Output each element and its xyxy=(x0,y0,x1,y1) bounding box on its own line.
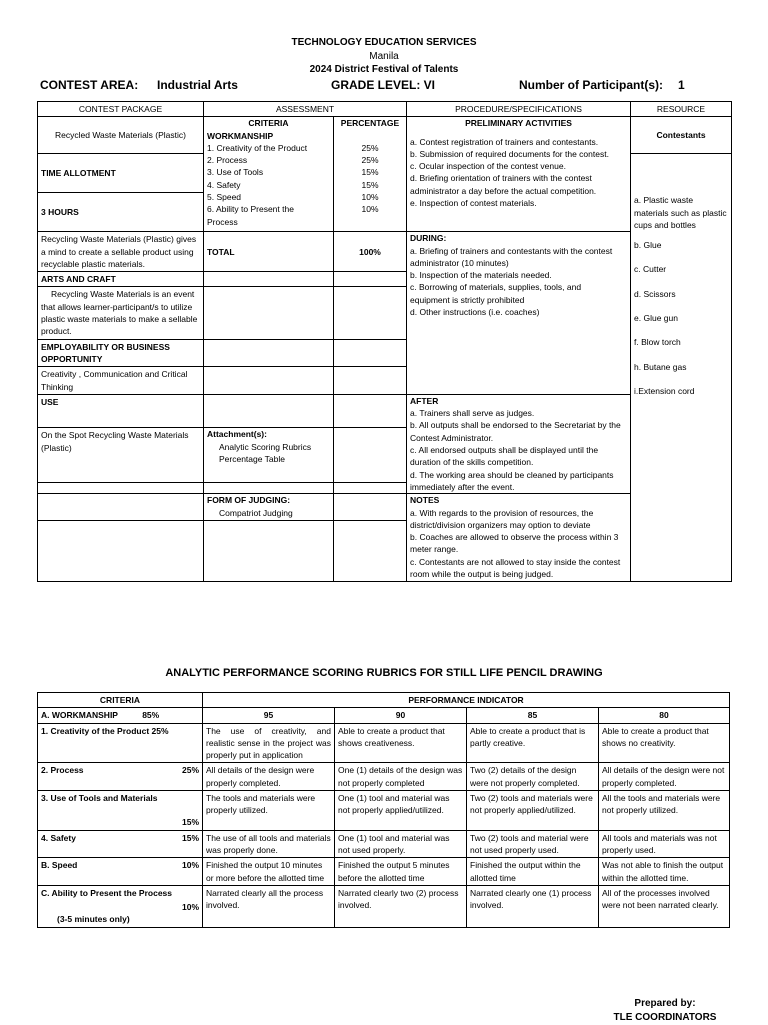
prepared-by-label: Prepared by: xyxy=(634,998,696,1009)
percentage-subheader: PERCENTAGE xyxy=(340,118,400,129)
rubric-cell: All of the processes involved were not been narrated clearly. xyxy=(599,885,730,927)
rubric-criteria: 1. Creativity of the Product 25% xyxy=(38,723,203,763)
percentage-item: 25% xyxy=(361,142,379,153)
resource-item: f. Blow torch xyxy=(634,337,681,348)
score-95: 95 xyxy=(203,708,335,723)
rubric-cell: Finished the output 10 minutes or more before the allotted time xyxy=(203,858,335,886)
percentage-item: 10% xyxy=(361,192,379,203)
header-assessment: ASSESSMENT xyxy=(204,102,407,117)
criteria-item: 3. Use of Tools xyxy=(207,167,264,178)
criteria-item: 2. Process xyxy=(207,155,248,166)
rubric-cell: Narrated clearly one (1) process involved. xyxy=(467,885,599,927)
rubric-cell: All the tools and materials were not properly utilized. xyxy=(599,791,730,831)
contest-table xyxy=(37,101,732,582)
rubric-criteria: 2. Process xyxy=(41,765,84,776)
criteria-item: 4. Safety xyxy=(207,179,241,190)
percentage-item: 10% xyxy=(361,204,379,215)
rubric-pct: 25% xyxy=(181,765,199,776)
rubric-group-pct: 85% xyxy=(142,710,160,721)
time-allotment-label: TIME ALLOTMENT xyxy=(38,154,204,193)
criteria-subheader: CRITERIA xyxy=(248,118,289,129)
notes-text: a. With regards to the provision of resources, the district/division organizers may option to deviate b. Coaches are allowed to observe the process within 3 meter range. c. Contestants are not allowed to stay inside the contest room while the output is being judged. xyxy=(410,507,621,580)
rubric-criteria-cell xyxy=(38,763,203,791)
criteria-item: 6. Ability to Present the Process xyxy=(207,204,294,227)
rubric-pct: 15% xyxy=(181,817,199,828)
rubric-cell: All details of the design were properly completed. xyxy=(203,763,335,791)
after-cell xyxy=(407,394,631,493)
rubric-cell: One (1) details of the design was not properly completed xyxy=(335,763,467,791)
rubric-title: ANALYTIC PERFORMANCE SCORING RUBRICS FOR STILL LIFE PENCIL DRAWING xyxy=(165,667,603,679)
judging-label: FORM OF JUDGING: xyxy=(207,495,291,506)
rubric-group-label: A. WORKMANSHIP xyxy=(41,710,118,721)
rubric-criteria: C. Ability to Present the Process xyxy=(41,887,172,898)
prepared-by xyxy=(600,997,730,1025)
attachment-item: Percentage Table xyxy=(219,453,286,464)
rubric-criteria-cell xyxy=(38,885,203,927)
percentage-cell xyxy=(334,117,407,232)
event-title: 2024 District Festival of Talents xyxy=(309,64,459,75)
resource-item: b. Glue xyxy=(634,240,662,251)
total-value: 100% xyxy=(334,232,407,272)
employability-text: Creativity , Communication and Critical Thinking xyxy=(38,367,204,395)
rubric-pct: 15% xyxy=(181,832,199,843)
resource-contestants: Contestants xyxy=(631,117,732,154)
resource-item: a. Plastic waste materials such as plastic cups and bottles xyxy=(634,195,727,230)
header-contest-package: CONTEST PACKAGE xyxy=(38,102,204,117)
during-label: DURING: xyxy=(410,233,447,244)
score-90: 90 xyxy=(335,708,467,723)
attachment-item: Analytic Scoring Rubrics xyxy=(219,441,312,452)
rubric-cell: Finished the output within the allotted time xyxy=(467,858,599,886)
rubric-cell: Finished the output 5 minutes before the allotted time xyxy=(335,858,467,886)
resources-cell xyxy=(631,154,732,582)
rubric-cell: The tools and materials were properly utilized. xyxy=(203,791,335,831)
rubric-row xyxy=(38,885,730,927)
resource-item: c. Cutter xyxy=(634,264,667,275)
after-activities: a. Trainers shall serve as judges. b. All outputs shall be endorsed to the Secretariat by the Contest Administrator. c. All endorsed outputs shall be displayed until the duration of the skills competition. d. The working area should be cleaned by participants immediately after the event. xyxy=(410,408,621,492)
rubric-row xyxy=(38,723,730,763)
rubric-indicator-header: PERFORMANCE INDICATOR xyxy=(203,693,730,708)
rubric-cell: The use of creativity, and realistic sense in the project was properly put in application xyxy=(203,723,335,763)
rubric-cell: Able to create a product that is partly creative. xyxy=(467,723,599,763)
city: Manila xyxy=(369,51,399,62)
judging-cell xyxy=(204,494,334,521)
rubric-row xyxy=(38,858,730,886)
rubric-cell: Two (2) tools and materials were not properly applied/utilized. xyxy=(467,791,599,831)
rubric-table xyxy=(37,692,730,928)
rubric-cell: One (1) tool and material was not used properly. xyxy=(335,830,467,858)
percentage-item: 15% xyxy=(361,179,379,190)
rubric-criteria-header: CRITERIA xyxy=(38,693,203,708)
rubric-note: (3-5 minutes only) xyxy=(57,914,130,925)
prepared-by-name: TLE COORDINATORS xyxy=(613,1012,717,1023)
use-text: On the Spot Recycling Waste Materials (Plastic) xyxy=(38,428,204,483)
contest-area-value: Industrial Arts xyxy=(157,78,238,92)
rubric-pct: 10% xyxy=(181,902,199,913)
during-activities: a. Briefing of trainers and contestants with the contest administrator (10 minutes) b. Inspection of the materials needed. c. Borrowing of materials, supplies, tools, and equipment is strictly prohibited d. Other instructions (i.e. coaches) xyxy=(410,245,613,318)
rubric-row xyxy=(38,763,730,791)
arts-craft-label: ARTS AND CRAFT xyxy=(38,272,204,287)
after-label: AFTER xyxy=(410,395,439,406)
total-label: TOTAL xyxy=(204,232,334,272)
attachments-cell xyxy=(204,428,334,483)
rubric-cell: Able to create a product that shows no creativity. xyxy=(599,723,730,763)
package-description: Recycling Waste Materials (Plastic) gives a mind to create a sellable product using recyclable plastic materials. xyxy=(38,232,204,272)
employability-label: EMPLOYABILITY OR BUSINESS OPPORTUNITY xyxy=(38,339,204,367)
org-title: TECHNOLOGY EDUCATION SERVICES xyxy=(291,37,477,48)
resource-item: d. Scissors xyxy=(634,288,676,299)
rubric-criteria: B. Speed xyxy=(41,860,78,871)
rubric-pct: 10% xyxy=(181,860,199,871)
rubric-cell: Two (2) tools and material were not used properly used. xyxy=(467,830,599,858)
preliminary-activities: a. Contest registration of trainers and contestants. b. Submission of required documents for the contest. c. Ocular inspection of the contest venue. d. Briefing orientation of trainers with the contest administrator a day before the actual competition. e. Inspection of contest materials. xyxy=(410,136,609,209)
rubric-row xyxy=(38,830,730,858)
rubric-cell: One (1) tool and material was not properly applied/utilized. xyxy=(335,791,467,831)
percentage-item: 25% xyxy=(361,155,379,166)
attachments-label: Attachment(s): xyxy=(207,429,267,440)
preliminary-cell xyxy=(407,117,631,232)
rubric-criteria-cell xyxy=(38,830,203,858)
rubric-cell: Narrated clearly two (2) process involved. xyxy=(335,885,467,927)
rubric-criteria-cell xyxy=(38,858,203,886)
score-85: 85 xyxy=(467,708,599,723)
notes-cell xyxy=(407,494,631,582)
rubric-criteria: 4. Safety xyxy=(41,832,76,843)
rubric-cell: Two (2) details of the design were not properly completed. xyxy=(467,763,599,791)
judging-value: Compatriot Judging xyxy=(219,507,293,518)
notes-label: NOTES xyxy=(410,495,440,506)
header-resource: RESOURCE xyxy=(631,102,732,117)
rubric-cell: Able to create a product that shows creativeness. xyxy=(335,723,467,763)
rubric-cell: All details of the design were not properly completed. xyxy=(599,763,730,791)
score-80: 80 xyxy=(599,708,730,723)
contest-area-label: CONTEST AREA: xyxy=(40,78,139,92)
criteria-item: 5. Speed xyxy=(207,192,242,203)
rubric-group xyxy=(38,708,203,723)
rubric-row xyxy=(38,791,730,831)
criteria-cell xyxy=(204,117,334,232)
rubric-cell: The use of all tools and materials was properly done. xyxy=(203,830,335,858)
resource-item: e. Glue gun xyxy=(634,313,678,324)
rubric-cell: Was not able to finish the output within the allotted time. xyxy=(599,858,730,886)
rubric-criteria: 3. Use of Tools and Materials xyxy=(41,793,158,804)
rubric-cell: All tools and materials was not properly used. xyxy=(599,830,730,858)
arts-craft-text: Recycling Waste Materials is an event that allows learner-participant/s to utilize plastic waste materials to make a sellable product. xyxy=(38,287,204,339)
header-procedure: PROCEDURE/SPECIFICATIONS xyxy=(407,102,631,117)
percentage-item: 15% xyxy=(361,167,379,178)
rubric-criteria-cell xyxy=(38,791,203,831)
during-cell xyxy=(407,232,631,395)
participants-label: Number of Participant(s): xyxy=(519,78,664,92)
grade-level: GRADE LEVEL: VI xyxy=(331,78,436,92)
use-label: USE xyxy=(38,394,204,427)
time-allotment-value: 3 HOURS xyxy=(38,193,204,232)
participants-value: 1 xyxy=(678,78,685,92)
preliminary-subheader: PRELIMINARY ACTIVITIES xyxy=(465,118,572,129)
resource-item: i.Extension cord xyxy=(634,385,695,396)
criteria-item: 1. Creativity of the Product xyxy=(207,142,308,153)
resource-item: h. Butane gas xyxy=(634,361,687,372)
workmanship-label: WORKMANSHIP xyxy=(207,130,274,141)
package-name: Recycled Waste Materials (Plastic) xyxy=(38,117,204,154)
rubric-cell: Narrated clearly all the process involved. xyxy=(203,885,335,927)
